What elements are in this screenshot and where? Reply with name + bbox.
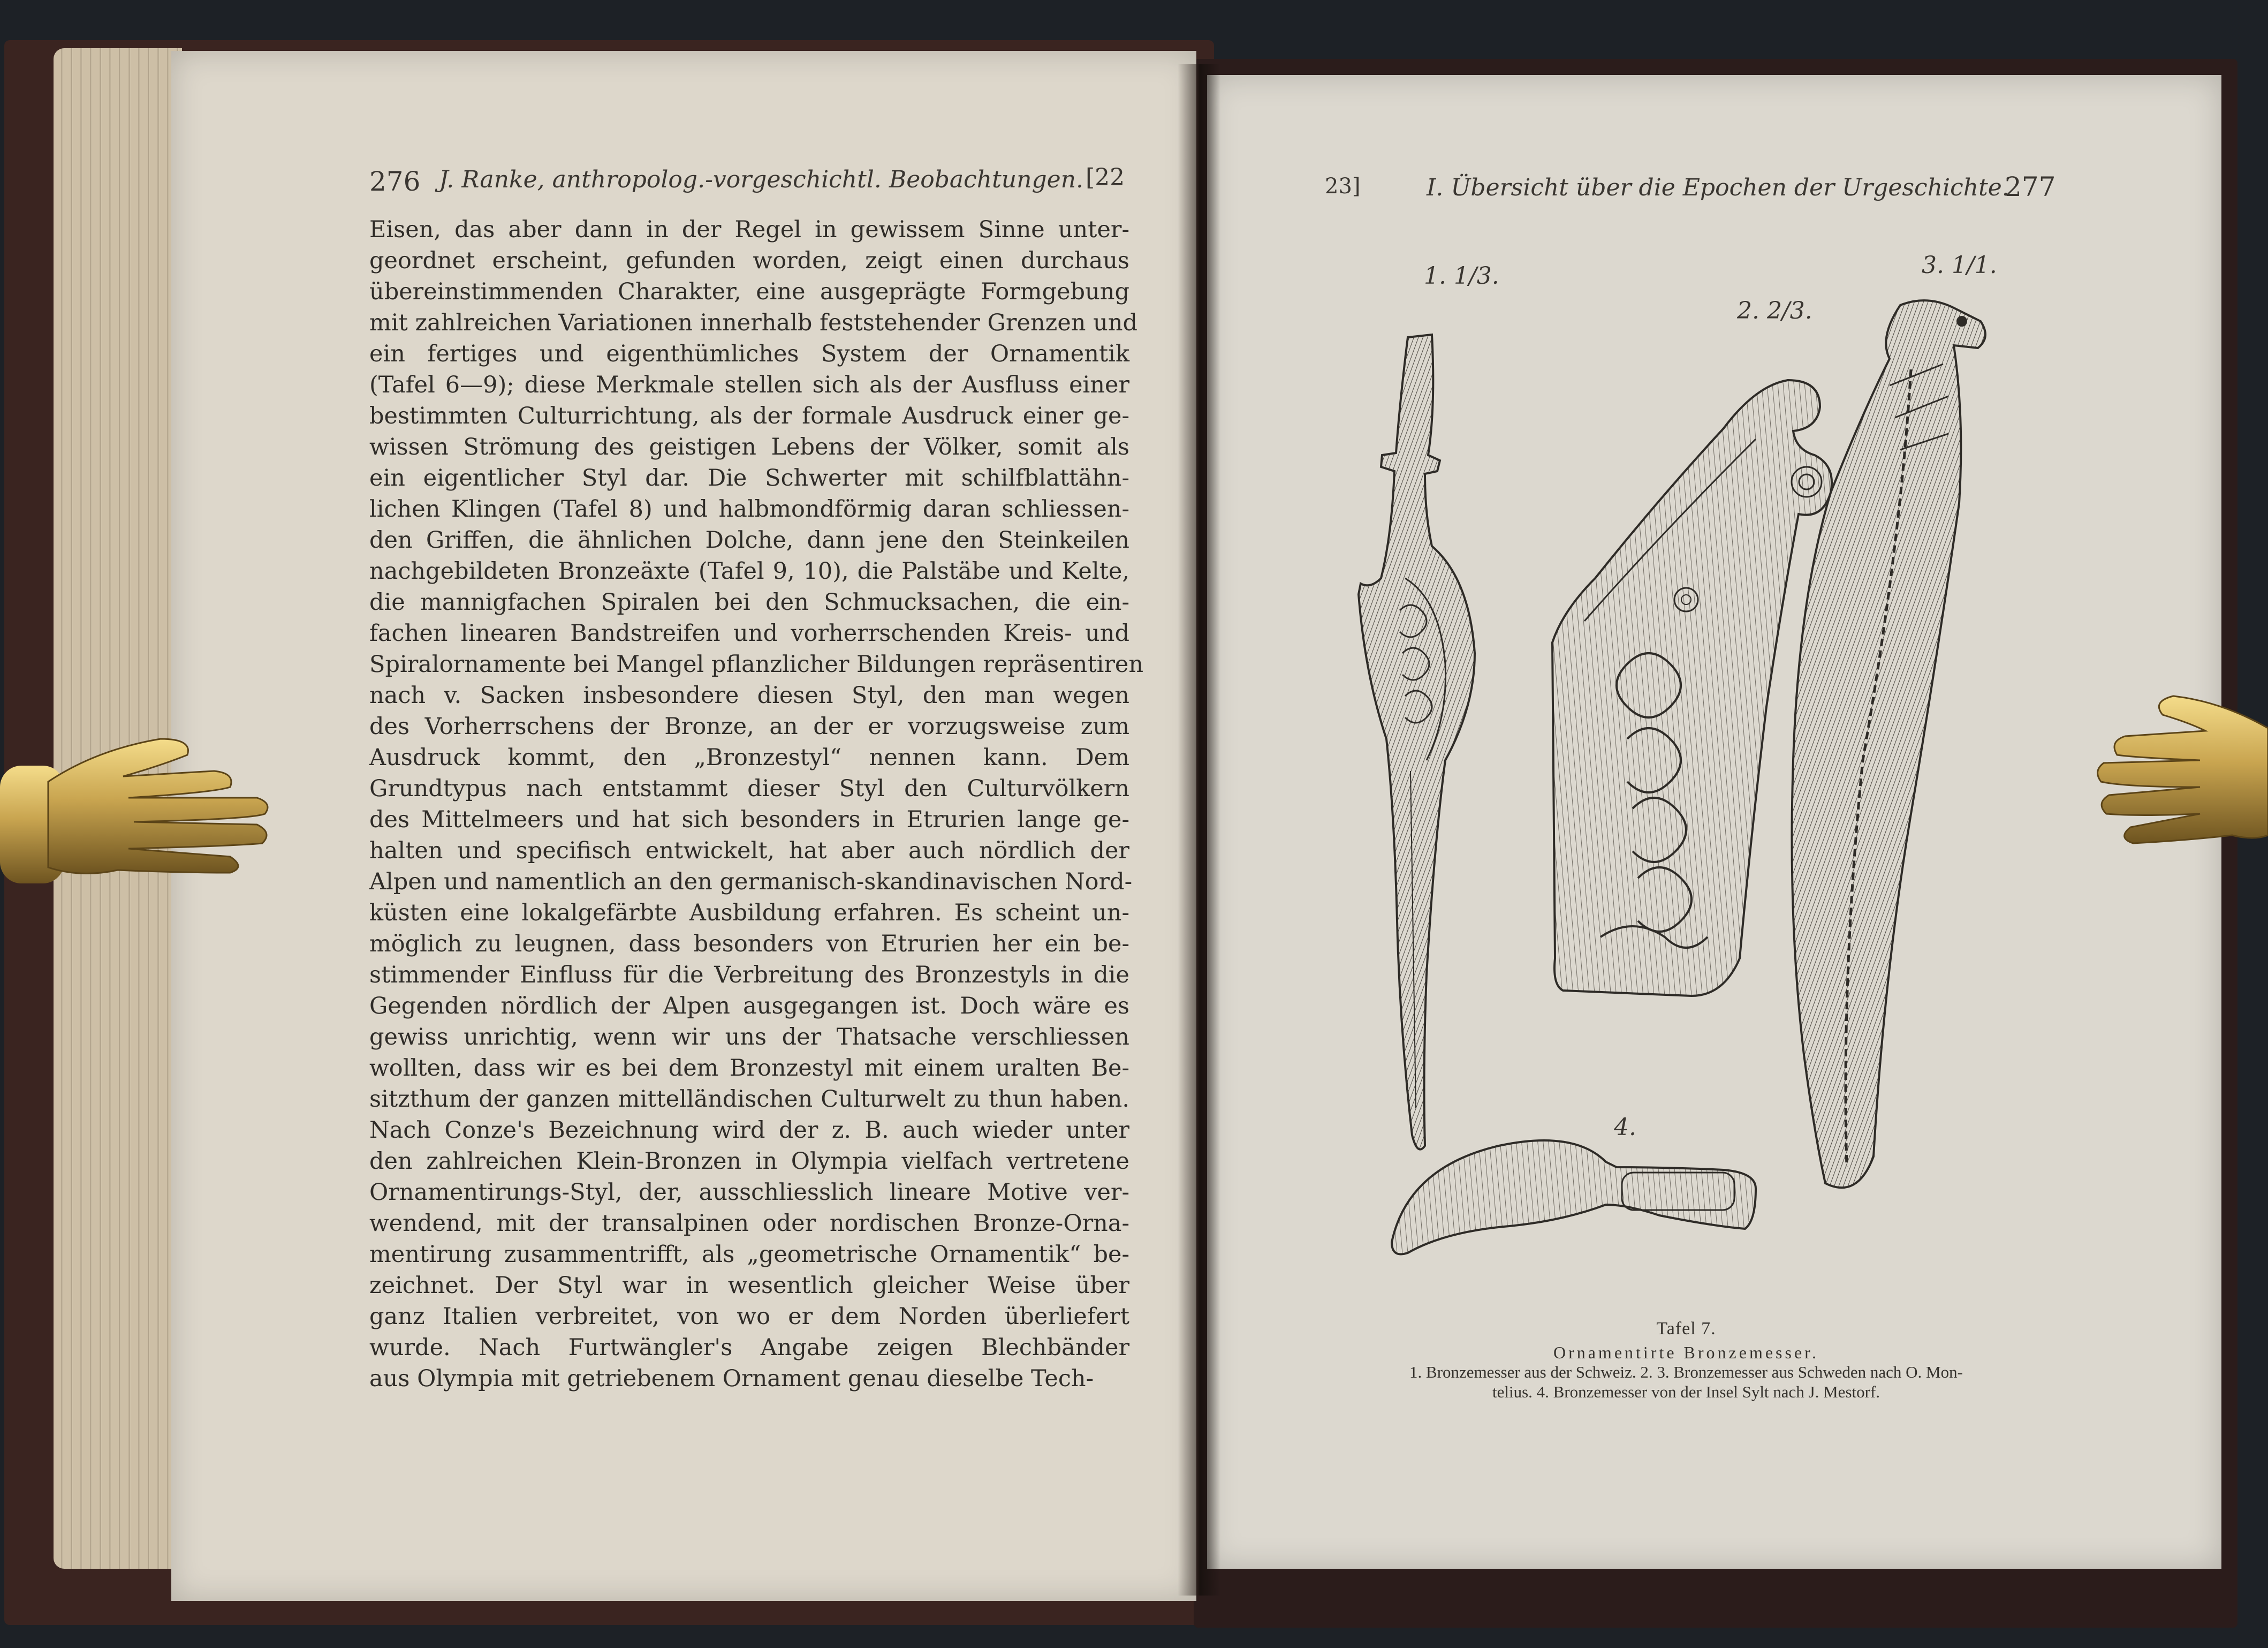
- text-line: ein eigentlicher Styl dar. Die Schwerter mit schilfblattähn-: [369, 465, 1129, 492]
- text-line: geordnet erscheint, gefunden worden, zeigt einen durchaus: [369, 247, 1129, 274]
- bronze-knife-plate: [1285, 278, 2061, 1322]
- right-page-number-text: 277: [2005, 171, 2056, 202]
- text-line: des Vorherrschens der Bronze, an der er vorzugsweise zum: [369, 713, 1129, 740]
- text-line: ganz Italien verbreitet, von wo er dem Norden überliefert: [369, 1303, 1129, 1330]
- text-line: zeichnet. Der Styl war in wesentlich gleicher Weise über: [369, 1272, 1129, 1299]
- knife-4-drawing: [1392, 1140, 1756, 1254]
- right-running-title-text: I. Übersicht über die Epochen der Urgeschichte.: [1427, 174, 2009, 201]
- knife-1-drawing: [1359, 335, 1475, 1150]
- text-line: Nach Conze's Bezeichnung wird der z. B. auch wieder unter: [369, 1117, 1129, 1144]
- brass-hand-clip-left: [0, 717, 289, 921]
- right-section-number: [1325, 174, 1361, 199]
- book-gutter: [1178, 64, 1220, 1596]
- text-line: möglich zu leugnen, dass besonders von Etrurien her ein be-: [369, 931, 1129, 957]
- text-line: Ausdruck kommt, den „Bronzestyl“ nennen kann. Dem: [369, 744, 1129, 771]
- text-line: nach v. Sacken insbesondere diesen Styl, den man wegen: [369, 682, 1129, 709]
- text-line: wendend, mit der transalpinen oder nordischen Bronze-Orna-: [369, 1210, 1129, 1237]
- text-line: Spiralornamente bei Mangel pflanzlicher Bildungen repräsentiren: [369, 651, 1144, 678]
- text-line: Eisen, das aber dann in der Regel in gewissem Sinne unter-: [369, 216, 1129, 243]
- left-section-number: [1086, 164, 1125, 191]
- right-running-title: [1427, 174, 2009, 201]
- text-line: aus Olympia mit getriebenem Ornament genau dieselbe Tech-: [369, 1365, 1094, 1392]
- text-line: mentirung zusammentrifft, als „geometrische Ornamentik“ be-: [369, 1241, 1129, 1268]
- brass-hand-clip-right: [2093, 680, 2268, 883]
- plate-caption-title: Ornamentirte Bronzemesser.: [1553, 1343, 1819, 1362]
- text-line: (Tafel 6—9); diese Merkmale stellen sich als der Ausfluss einer: [369, 372, 1129, 398]
- left-page-number: 276: [369, 166, 421, 197]
- text-line: stimmender Einfluss für die Verbreitung des Bronzestyls in die: [369, 962, 1129, 988]
- text-line: den Griffen, die ähnlichen Dolche, dann jene den Steinkeilen: [369, 527, 1129, 554]
- right-section-number-text: 23]: [1325, 174, 1361, 199]
- text-line: wissen Strömung des geistigen Lebens der Völker, somit als: [369, 434, 1129, 460]
- text-line: die mannigfachen Spiralen bei den Schmucksachen, die ein-: [369, 589, 1129, 616]
- text-line: nachgebildeten Bronzeäxte (Tafel 9, 10), die Palstäbe und Kelte,: [369, 558, 1129, 585]
- text-line: fachen linearen Bandstreifen und vorherrschenden Kreis- und: [369, 620, 1129, 647]
- text-line: Gegenden nördlich der Alpen ausgegangen ist. Doch wäre es: [369, 993, 1129, 1019]
- text-line: halten und specifisch entwickelt, hat aber auch nördlich der: [369, 837, 1129, 864]
- text-line: ein fertiges und eigenthümliches System der Ornamentik: [369, 341, 1129, 367]
- left-running-title: [439, 166, 1083, 193]
- text-line: des Mittelmeers und hat sich besonders in Etrurien lange ge-: [369, 806, 1129, 833]
- text-line: mit zahlreichen Variationen innerhalb feststehender Grenzen und: [369, 309, 1138, 336]
- text-line: den zahlreichen Klein-Bronzen in Olympia vielfach vertretene: [369, 1148, 1129, 1175]
- text-line: Alpen und namentlich an den germanisch-skandinavischen Nord-: [369, 868, 1133, 895]
- text-line: bestimmten Culturrichtung, als der formale Ausdruck einer ge-: [369, 403, 1129, 429]
- left-running-title-text: J. Ranke, anthropolog.-vorgeschichtl. Beobachtungen.: [439, 166, 1083, 193]
- plate-caption-number: Tafel 7.: [1656, 1319, 1716, 1339]
- figure-label-4: 4.: [1614, 1114, 1636, 1141]
- knife-3-drawing: [1792, 300, 1985, 1188]
- text-line: Ornamentirungs-Styl, der, ausschliesslich lineare Motive ver-: [369, 1179, 1129, 1206]
- plate-caption-line-1: 1. Bronzemesser aus der Schweiz. 2. 3. Bronzemesser aus Schweden nach O. Mon-: [1409, 1363, 1963, 1381]
- text-line: gewiss unrichtig, wenn wir uns der Thatsache verschliessen: [369, 1024, 1129, 1050]
- knife-2-drawing: [1552, 380, 1832, 996]
- text-line: lichen Klingen (Tafel 8) und halbmondförmig daran schliessen-: [369, 496, 1129, 523]
- text-line: sitzthum der ganzen mittelländischen Culturwelt zu thun haben.: [369, 1086, 1129, 1113]
- text-line: wurde. Nach Furtwängler's Angabe zeigen Blechbänder: [369, 1334, 1129, 1361]
- left-running-head: [369, 166, 420, 197]
- figure-label-2: 2. 2/3.: [1737, 297, 1812, 324]
- figure-label-3: 3. 1/1.: [1922, 252, 1997, 279]
- text-line: küsten eine lokalgefärbte Ausbildung erfahren. Es scheint un-: [369, 899, 1129, 926]
- text-line: übereinstimmenden Charakter, eine ausgeprägte Formgebung: [369, 278, 1129, 305]
- text-line: wollten, dass wir es bei dem Bronzestyl mit einem uralten Be-: [369, 1055, 1129, 1082]
- right-page-number: [2005, 171, 2055, 202]
- left-section-number-text: [22: [1086, 164, 1125, 191]
- figure-label-1: 1. 1/3.: [1424, 262, 1499, 290]
- plate-caption-line-2: telius. 4. Bronzemesser von der Insel Sylt nach J. Mestorf.: [1492, 1382, 1880, 1401]
- text-line: Grundtypus nach entstammt dieser Styl den Culturvölkern: [369, 775, 1129, 802]
